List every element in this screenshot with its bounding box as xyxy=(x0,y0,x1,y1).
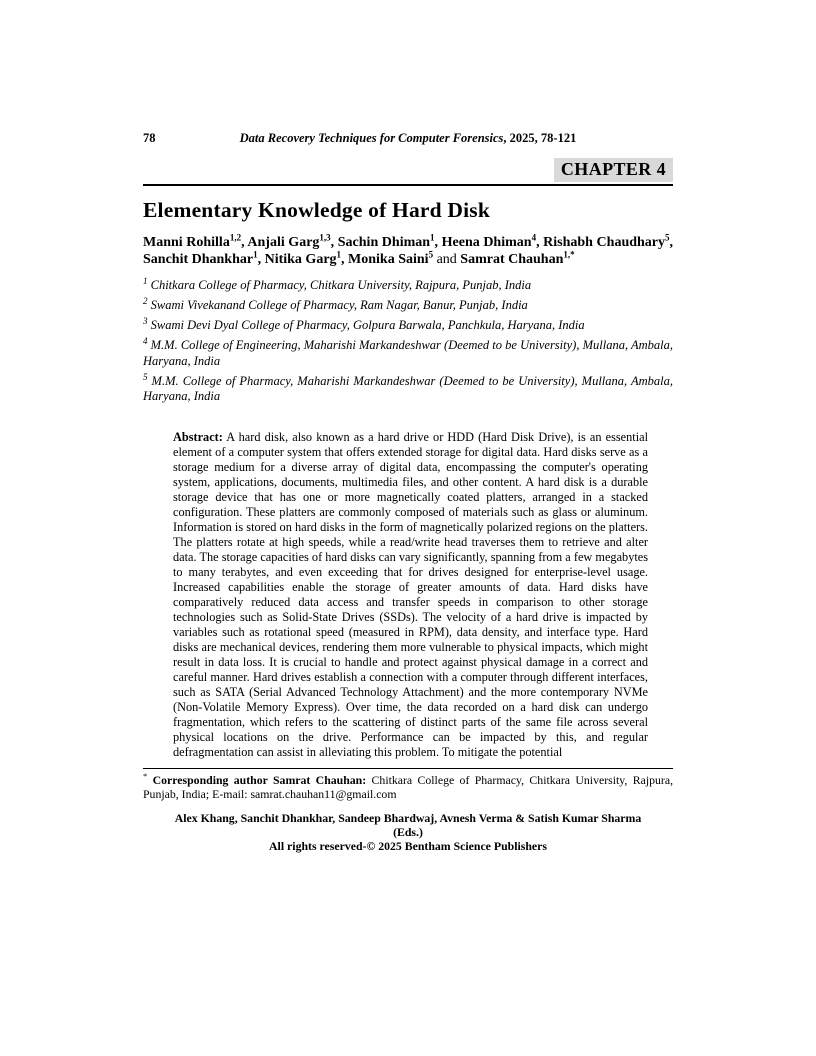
running-title-edition: , 2025, 78-121 xyxy=(503,131,577,145)
affiliation-marker: 5 xyxy=(143,371,148,382)
affiliation-line: $^2$ Swami Vivekanand College of Pharmacy, Ram Nagar, Banur, Punjab, India xyxy=(143,295,528,312)
affiliation-line: $^4$ M.M. College of Engineering, Maharishi Markandeshwar (Deemed to be University), Mullana, Ambala, Haryana, India xyxy=(143,335,673,368)
abstract-label: Abstract: xyxy=(173,429,223,444)
affiliation-marker: 4 xyxy=(143,335,148,346)
editors-block xyxy=(143,811,673,853)
affiliation-list xyxy=(143,275,673,405)
author-superscript: 1,2 xyxy=(229,232,242,243)
abstract-text: A hard disk, also known as a hard drive or HDD (Hard Disk Drive), is an essential element of a computer system that offers extended storage for digital data. Hard disks serve as a storage medium for a diverse array of digital data, encompassing the computer's operating system, applications, documents, multimedia files, and other content. A hard disk is a durable storage device that has one or more magnetically coated platters, arranged in a stacked configuration. These platters are commonly composed of materials such as glass or aluminum. Information is stored on hard disks in the form of magnetically polarized regions on the platters. The platters rotate at high speeds, while a read/write head traverses them to retrieve and alter data. The storage capacities of hard disks can vary significantly, spanning from a few megabytes to many terabytes, and even exceeding that for drives designed for enterprise-level usage. Increased capabilities enable the storage of greater amounts of data. Hard disks have comparatively reduced data access and transfer speeds in comparison to other storage technologies such as Solid-State Drives (SSDs). The velocity of a hard drive is impacted by variables such as rotational speed (measured in RPM), data density, and interface type. Hard disks are mechanical devices, rendering them more vulnerable to physical impacts, which might result in data loss. It is crucial to handle and protect against physical damage in a correct and careful manner. Hard drives establish a connection with a computer through different interfaces, such as SATA (Serial Advanced Technology Attachment) and the more contemporary NVMe (Non-Volatile Memory Express). Over time, the data recorded on a hard disk can undergo fragmentation, which refers to the scattering of distinct parts of the same file across several physical locations on the drive. Performance can be impacted by this, and regular defragmentation can assist in alleviating this problem. To mitigate the potential xyxy=(173,429,648,759)
author-name: Samrat Chauhan$^{1,*}$ xyxy=(460,249,575,267)
author-superscript: 1,* xyxy=(563,249,575,260)
page-header xyxy=(143,131,673,145)
corresponding-author-note xyxy=(143,770,674,801)
author-superscript: 1,3 xyxy=(319,232,331,243)
author-name: Rishabh Chaudhary$^5$ xyxy=(543,232,670,250)
author-superscript: 1 xyxy=(336,249,342,260)
footnote-marker: * xyxy=(143,770,148,781)
rights-line: All rights reserved-© 2025 Bentham Science Publishers xyxy=(269,838,547,853)
affiliation-line: $^1$ Chitkara College of Pharmacy, Chitkara University, Rajpura, Punjab, India xyxy=(143,275,532,292)
footnote-label: Corresponding author Samrat Chauhan: xyxy=(152,772,367,787)
author-name: Nitika Garg$^1$ xyxy=(264,249,342,267)
author-superscript: 1 xyxy=(253,249,258,260)
editors-eds-label: (Eds.) xyxy=(393,824,423,839)
abstract xyxy=(173,430,648,760)
affiliation-marker: 3 xyxy=(143,315,148,326)
author-superscript: 1 xyxy=(430,232,435,243)
footnote-text: Chitkara College of Pharmacy, Chitkara University, Rajpura, Punjab, India; E-mail: samrat.chauhan11@gmail.com xyxy=(143,772,674,801)
author-superscript: 5 xyxy=(428,249,434,260)
footnote-block xyxy=(143,768,673,801)
running-title-book: Data Recovery Techniques for Computer Forensics xyxy=(239,131,504,145)
author-name: Monika Saini$^5$ xyxy=(348,249,434,267)
affiliation-line: $^5$ M.M. College of Pharmacy, Maharishi Markandeshwar (Deemed to be University), Mullana, Ambala, Haryana, India xyxy=(143,371,673,403)
chapter-label: CHAPTER 4 xyxy=(554,158,673,182)
affiliation-marker: 2 xyxy=(143,295,148,306)
chapter-title: Elementary Knowledge of Hard Disk xyxy=(143,198,490,222)
page-number: 78 xyxy=(143,131,156,145)
chapter-heading-row xyxy=(143,158,673,186)
author-superscript: 4 xyxy=(531,232,537,243)
author-name: Sachin Dhiman$^1$ xyxy=(337,232,435,250)
author-superscript: 5 xyxy=(665,232,670,243)
author-name: Sanchit Dhankhar$^1$ xyxy=(143,249,258,267)
affiliation-line: $^3$ Swami Devi Dyal College of Pharmacy, Golpura Barwala, Panchkula, Haryana, India xyxy=(143,315,585,332)
author-list: Manni Rohilla$^{1,2}$, Anjali Garg$^{1,3}$, Sachin Dhiman$^1$, Heena Dhiman$^4$, Rishabh Chaudhary$^5$, Sanchit Dhankhar$^1$, Nitika Garg$^1$, Monika Saini$^5$ and Samrat Chauhan$^{1,*}$ xyxy=(143,232,674,267)
running-title xyxy=(240,131,577,145)
author-name: Anjali Garg$^{1,3}$ xyxy=(247,232,331,250)
affiliation-marker: 1 xyxy=(143,275,148,286)
editors-names: Alex Khang, Sanchit Dhankhar, Sandeep Bhardwaj, Avnesh Verma & Satish Kumar Sharma xyxy=(174,810,642,825)
author-name: Manni Rohilla$^{1,2}$ xyxy=(143,232,242,250)
author-name: Heena Dhiman$^4$ xyxy=(441,232,537,250)
author-conjunction: and xyxy=(436,252,457,267)
